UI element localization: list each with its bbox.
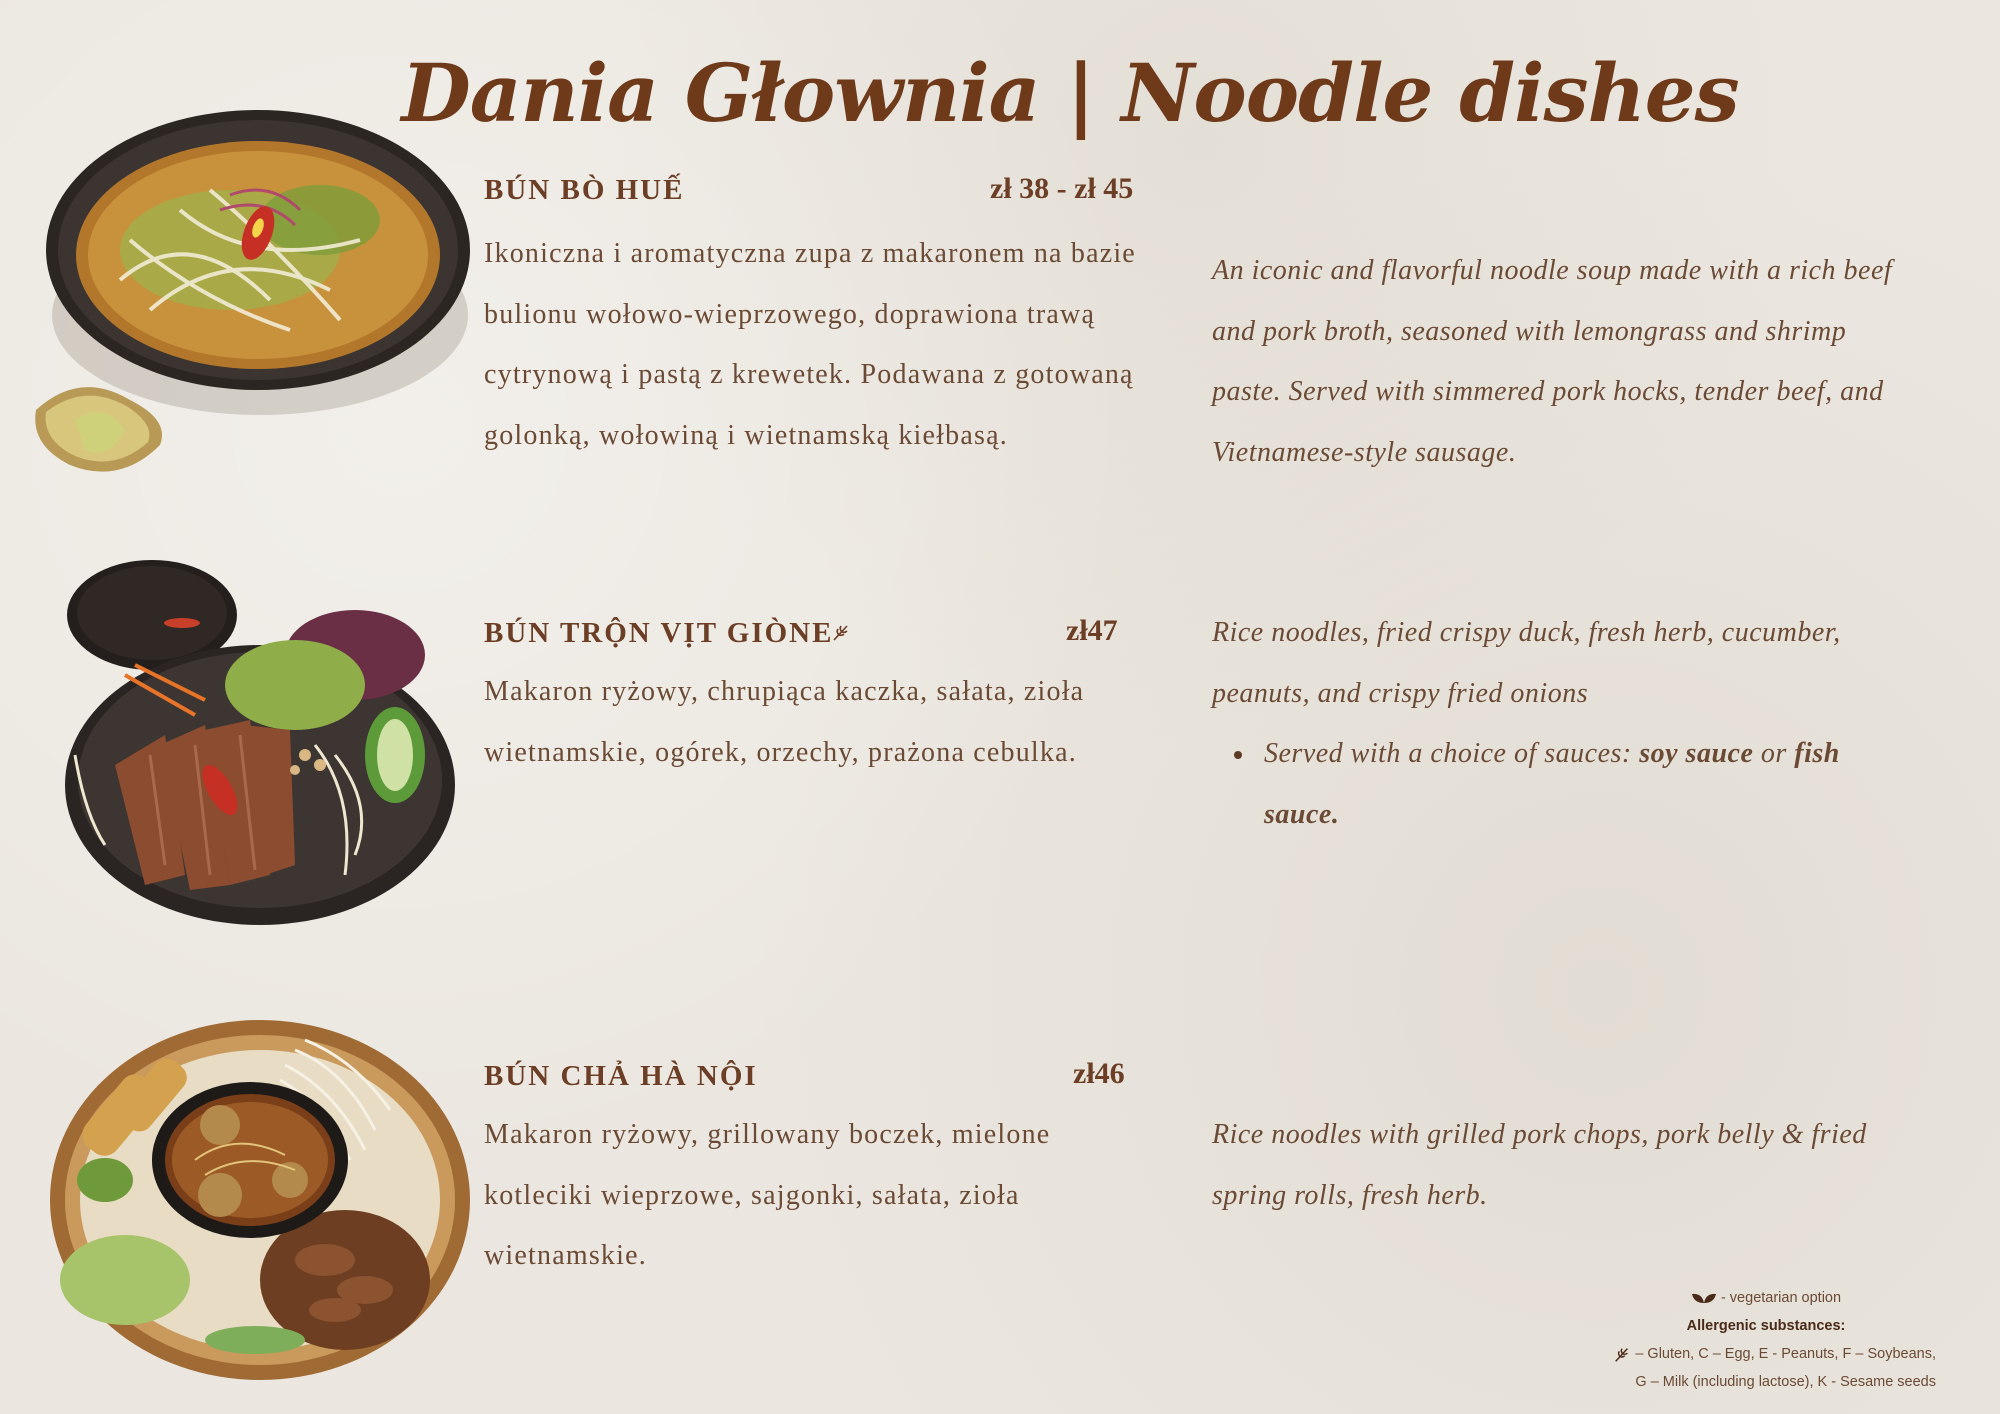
bun-cha-ha-noi-image (45, 1010, 485, 1390)
fish-sauce-option: fish sauce. (1264, 738, 1840, 830)
dish-description-en: Rice noodles with grilled pork chops, pork belly & fried spring rolls, fresh herb. (1212, 1119, 1867, 1211)
dish-name-text: BÚN TRỘN VỊT GIÒNE (484, 617, 834, 649)
allergens-line-1 (1476, 1340, 1936, 1368)
gluten-wheat-icon (831, 622, 851, 642)
dish-price-bun-bo-hue: zł 38 - zł 45 (990, 172, 1134, 205)
dish-description-pl: Makaron ryżowy, chrupiąca kaczka, sałata, zioła wietnamskie, ogórek, orzechy, prażona cebulka. (484, 676, 1085, 768)
allergens-line-2: G – Milk (including lactose), K - Sesame seeds (1635, 1374, 1936, 1390)
soy-sauce-option: soy sauce (1639, 738, 1754, 769)
dish-description-pl: Makaron ryżowy, grillowany boczek, mielone kotleciki wieprzowe, sajgonki, sałata, zioła wietnamskie. (484, 1119, 1051, 1271)
dish-name-bun-bo-hue: BÚN BÒ HUẾ (484, 174, 685, 206)
page-title: Dania Głownia | Noodle dishes (401, 46, 1739, 140)
gluten-wheat-icon (1613, 1345, 1631, 1363)
dish-name-bun-cha-ha-noi: BÚN CHẢ HÀ NỘI (484, 1060, 758, 1092)
sauce-choice-bullet (1212, 724, 1912, 845)
dish-name-bun-tron-vit-gion (484, 617, 851, 650)
dish-price-bun-cha-ha-noi: zł46 (1073, 1057, 1125, 1090)
leaf-icon (1691, 1291, 1717, 1305)
dish-description-en-block (1212, 603, 1912, 845)
bullet-prefix: Served with a choice of sauces: (1264, 738, 1632, 769)
allergen-legend (1476, 1284, 1936, 1396)
dish-description-pl: Ikoniczna i aromatyczna zupa z makaronem na bazie bulionu wołowo-wieprzowego, doprawiona trawą cytrynową i pastą z krewetek. Podawana z gotowaną golonką, wołowiną i wietnamską kiełbasą. (484, 238, 1136, 451)
allergens-title: Allergenic substances: (1686, 1318, 1846, 1334)
dish-price-bun-tron-vit-gion: zł47 (1066, 614, 1118, 647)
bun-tron-vit-gion-image (55, 555, 485, 935)
allergens-line-1-text: – Gluten, C – Egg, E - Peanuts, F – Soybeans, (1635, 1346, 1936, 1362)
vegetarian-label: - vegetarian option (1720, 1290, 1842, 1306)
vegetarian-legend-row (1476, 1284, 1936, 1312)
bun-bo-hue-image (30, 100, 490, 500)
bullet-connector: or (1760, 738, 1787, 769)
dish-description-en: Rice noodles, fried crispy duck, fresh herb, cucumber, peanuts, and crispy fried onions (1212, 617, 1841, 709)
dish-description-en: An iconic and flavorful noodle soup made with a rich beef and pork broth, seasoned with lemongrass and shrimp paste. Served with simmered pork hocks, tender beef, and Vietnamese-style sausage. (1212, 255, 1893, 468)
